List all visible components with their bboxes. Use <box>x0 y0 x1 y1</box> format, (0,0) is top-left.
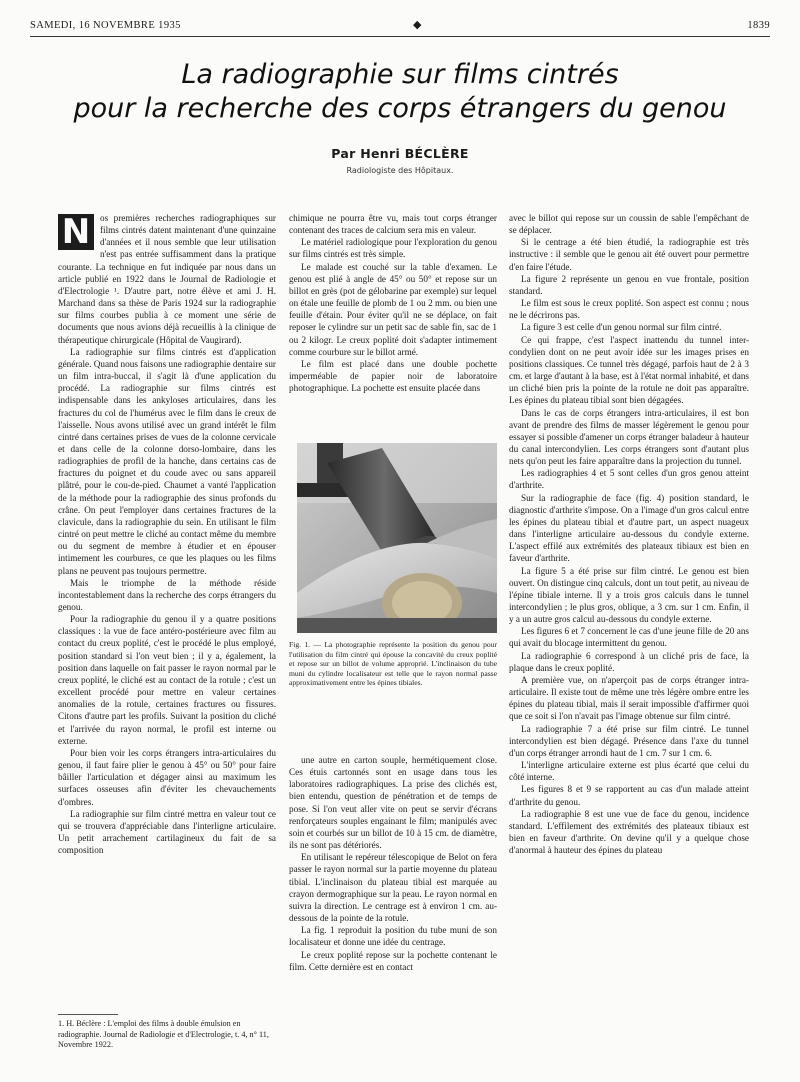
column-2-bottom <box>289 754 497 1080</box>
paragraph: Ce qui frappe, c'est l'aspect inattendu du tunnel inter-condylien dont on ne peut avoir idée sur les images prises en positions classiques. Ce tunnel très dégagé, parfois haut de 2 à 3 cm. et large d'autant à la base, est à l'état normal inhabité, et dans un cliché bien pris la pointe de la rotule ne doit pas apparaître. Les épines du plateau tibial sont bien dégagées. <box>509 334 749 406</box>
header-date: SAMEDI, 16 NOVEMBRE 1935 <box>30 20 181 31</box>
byline: Par Henri BÉCLÈRE <box>331 146 469 161</box>
knee-positioning-photo <box>297 443 497 633</box>
figure-caption: Fig. 1. — La photographie représente la position du genou pour l'utilisation du film cintré qui épouse la concavité du creux poplité et repose sur un billot de volume approprié. L'inclinaison du tube muni du cylindre localisateur est telle que le rayon normal passe approximativement entre les épines tibiales. <box>289 640 497 687</box>
paragraph: Pour la radiographie du genou il y a quatre positions classiques : la vue de face antéro-postérieure avec film au contact du creux poplité, c'est le procédé le plus employé, position standard si l'on veut bien ; il y a, également, la position dans laquelle on fait passer le rayon normal par le creux poplité, le cliché est au contact de la rotule ; c'est un excellent procédé pour mettre en valeur certaines anomalies de la rotule, certaines fractures ou fissures. Citons d'autre part les profils. Suivant la position du cliché et l'arrivée du rayon normal, le profil est interne ou externe. <box>58 614 276 746</box>
paragraph: avec le billot qui repose sur un coussin de sable l'empêchant de se déplacer. <box>509 213 749 236</box>
column-2-top <box>289 212 497 427</box>
header-rule <box>30 36 770 37</box>
title-line-2: pour la recherche des corps étrangers du genou <box>73 93 727 124</box>
paragraph: Le film est placé dans une double pochette imperméable de papier noir de laboratoire photographique. La pochette est ensuite placée dans <box>289 358 497 394</box>
paragraph: La radiographie 8 est une vue de face du genou, incidence standard. L'effilement des extrémités des plateaux tibiaux est bien en faveur d'arthrite. On devine qu'il y a quelque chose d'anormal à hauteur des épines du plateau <box>509 808 749 856</box>
column-3 <box>509 212 749 1080</box>
paragraph: La fig. 1 reproduit la position du tube muni de son localisateur et donne une idée du centrage. <box>289 925 497 948</box>
title-line-1: La radiographie sur films cintrés <box>181 59 619 90</box>
paragraph: La radiographie 7 a été prise sur film cintré. Le tunnel intercondylien est bien dégagé. Présence dans l'axe du tunnel d'un corps étranger arrondi haut de 1 cm. 7 sur 1 cm. 6. <box>509 723 749 758</box>
page-number: 1839 <box>747 20 770 31</box>
paragraph: Le creux poplité repose sur la pochette contenant le film. Cette dernière est en contact <box>289 949 497 972</box>
paragraph: Si le centrage a été bien étudié, la radiographie est très instructive : il semble que le genou ait été ouvert pour permettre d'en faire l'étude. <box>509 237 749 272</box>
footnote-rule <box>58 1014 118 1015</box>
paragraph: Les figures 6 et 7 concernent le cas d'une jeune fille de 20 ans qui avait du blocage intermittent du genou. <box>509 626 749 649</box>
footnote-text: 1. H. Béclère : L'emploi des films à double émulsion en radiographie. Journal de Radiologie et d'Electrologie, t. 4, n° 11, Novembre 1922. <box>58 1019 269 1049</box>
paragraph: A première vue, on n'aperçoit pas de corps étranger intra-articulaire. Il existe tout de même une très légère ombre entre les épines du plateau tibial, mais il serait impossible d'affirmer quoi que ce soit si l'on n'avait pas l'image obtenue sur film cintré. <box>509 674 749 722</box>
paragraph: une autre en carton souple, hermétiquement close. Ces étuis cartonnés sont en usage dans tous les laboratoires radiographiques. La prise des clichés est, bien entendu, question de pénétration et de temps de pose. Si l'on veut aller vite on peut se servir d'écrans renforçateurs souples engainant le film; manipulés avec soin et courbés sur un billot de 10 à 15 cm. de diamètre, ils ne sont pas détériorés. <box>289 755 497 851</box>
footnote <box>58 1014 276 1051</box>
drop-cap: N <box>58 214 94 250</box>
paragraph: La radiographie sur film cintré mettra en valeur tout ce qui se trouvera d'appréciable dans l'interligne articulaire. Un petit arrachement cartilagineux du fait de sa composition <box>58 808 276 856</box>
paragraph: os premières recherches radiographiques sur films cintrés datent maintenant d'une quinzaine d'années et il nous semble que leur utilisation n'est pas entrée suffisamment dans la pratique courante. La technique en fut indiquée par nous dans un article publié en 1922 dans le Journal de Radiologie et d'Electrologie ¹. D'autre part, notre élève et ami J. H. Marchand dans sa thèse de Paris 1924 sur la radiographie sur films courbes publia à ce moment une série de documents que nous avions déjà recueillis à la clinique de thérapeutique chirurgicale (Hôpital de Vaugirard). <box>58 213 276 345</box>
column-1 <box>58 212 276 992</box>
header-ornament: ◆ <box>413 19 422 31</box>
figure-1-photo <box>297 443 497 633</box>
paragraph: chimique ne pourra être vu, mais tout corps étranger contenant des traces de calcium sera mis en valeur. <box>289 213 497 236</box>
article-title <box>0 58 800 126</box>
paragraph: L'interligne articulaire externe est plus écarté que celui du côté interne. <box>509 760 749 783</box>
paragraph: Les figures 8 et 9 se rapportent au cas d'un malade atteint d'arthrite du genou. <box>509 784 749 807</box>
paragraph: La radiographie sur films cintrés est d'application générale. Quand nous faisons une radiographie dentaire sur un film intra-buccal, il s'agit là d'une application du procédé. La radiographie sur films cintrés est indispensable dans les ankyloses articulaires, dans les fractures du col de l'humérus avec le film dans le creux de l'aisselle. Nous avons utilisé avec un grand intérêt le film cintré dans certaines prises de vues de la colonne cervicale et dans celle de la colonne dorso-lombaire, dans les radiographies de profil de la hanche, dans certains cas de fractures du poignet et du coude avec ou sans appareil plâtré, pour le cou-de-pied. Chaumet a vanté l'application de la méthode pour la radiographie des sinus profonds du crâne. On peut l'employer dans certaines fractures de la clavicule, dans la radiographie du sein. En utilisant le film cintré on peut mettre le cliché au contact même du membre ou du segment de membre à étudier et en épouser intimement les courbures, ce que les plaques ou les films plans ne peuvent pas toujours permettre. <box>58 346 276 576</box>
paragraph: La figure 3 est celle d'un genou normal sur film cintré. <box>521 322 722 333</box>
paragraph: Pour bien voir les corps étrangers intra-articulaires du genou, il faut faire plier le genou à 45° ou 50° pour faire bâiller l'articulation et dégager ainsi au maximum les surfaces osseuses afin d'éviter les chevauchements d'ombres. <box>58 747 276 807</box>
paragraph: Le matériel radiologique pour l'exploration du genou sur films cintrés est très simple. <box>289 237 497 260</box>
paragraph: En utilisant le repéreur télescopique de Belot on fera passer le rayon normal sur la partie moyenne du plateau tibial. L'inclinaison du plateau tibial est marquée au crayon dermographique sur la peau. Le rayon normal en suivra la direction. Le centrage est à environ 1 cm. au-dessous de la pointe de la rotule. <box>289 852 497 924</box>
paragraph: La figure 5 a été prise sur film cintré. Le genou est bien ouvert. On distingue cinq calculs, dont un tout petit, au niveau de l'épine tibiale interne. Il y a trois gros calculs dans le tunnel intercondylien ; le plus gros, oblique, a 3 cm. sur 1 cm. Enfin, il y a un autre gros calcul au-dessous du condyle externe. <box>509 565 749 625</box>
paragraph: Mais le triomphe de la méthode réside incontestablement dans la recherche des corps étrangers du genou. <box>58 577 276 612</box>
paragraph: La figure 2 représente un genou en vue frontale, position standard. <box>509 273 749 296</box>
running-header <box>30 20 770 36</box>
paragraph: Le malade est couché sur la table d'examen. Le genou est plié à angle de 45° ou 50° et repose sur un billot en grès (pot de gélobarine par exemple) sur lequel on étale une feuille de plomb de 1 ou 2 mm. ou bien une feuille d'étain. Pour éviter qu'il ne se déplace, on fait reposer le cylindre sur un petit sac de sable fin, sac de 1 ou 2 kilogr. Le creux poplité doit s'adapter intimement comme courbure sur le billot armé. <box>289 261 497 357</box>
paragraph: Les radiographies 4 et 5 sont celles d'un gros genou atteint d'arthrite. <box>509 468 749 491</box>
paragraph: Dans le cas de corps étrangers intra-articulaires, il est bon avant de prendre des films de masser légèrement le genou pour essayer si possible d'amener un corps étranger baladeur à hauteur du canal intercondylien. Les corps étrangers sont d'autant plus nets qu'on peut les faire apparaître dans la projection du tunnel. <box>509 407 749 467</box>
paragraph: Sur la radiographie de face (fig. 4) position standard, le diagnostic d'arthrite s'impose. On a l'image d'un gros calcul entre les épines du plateau tibial et d'autre part, un aspect nuageux dans l'interligne articulaire au-dessous du condyle externe. L'aspect effilé aux extrémités des plateaux tibiaux est bien en faveur d'arthrite. <box>509 492 749 564</box>
paragraph: La radiographie 6 correspond à un cliché pris de face, la plaque dans le creux poplité. <box>509 650 749 673</box>
paragraph: Le film est sous le creux poplité. Son aspect est connu ; nous ne le décrirons pas. <box>509 298 749 321</box>
affiliation: Radiologiste des Hôpitaux. <box>346 166 454 175</box>
